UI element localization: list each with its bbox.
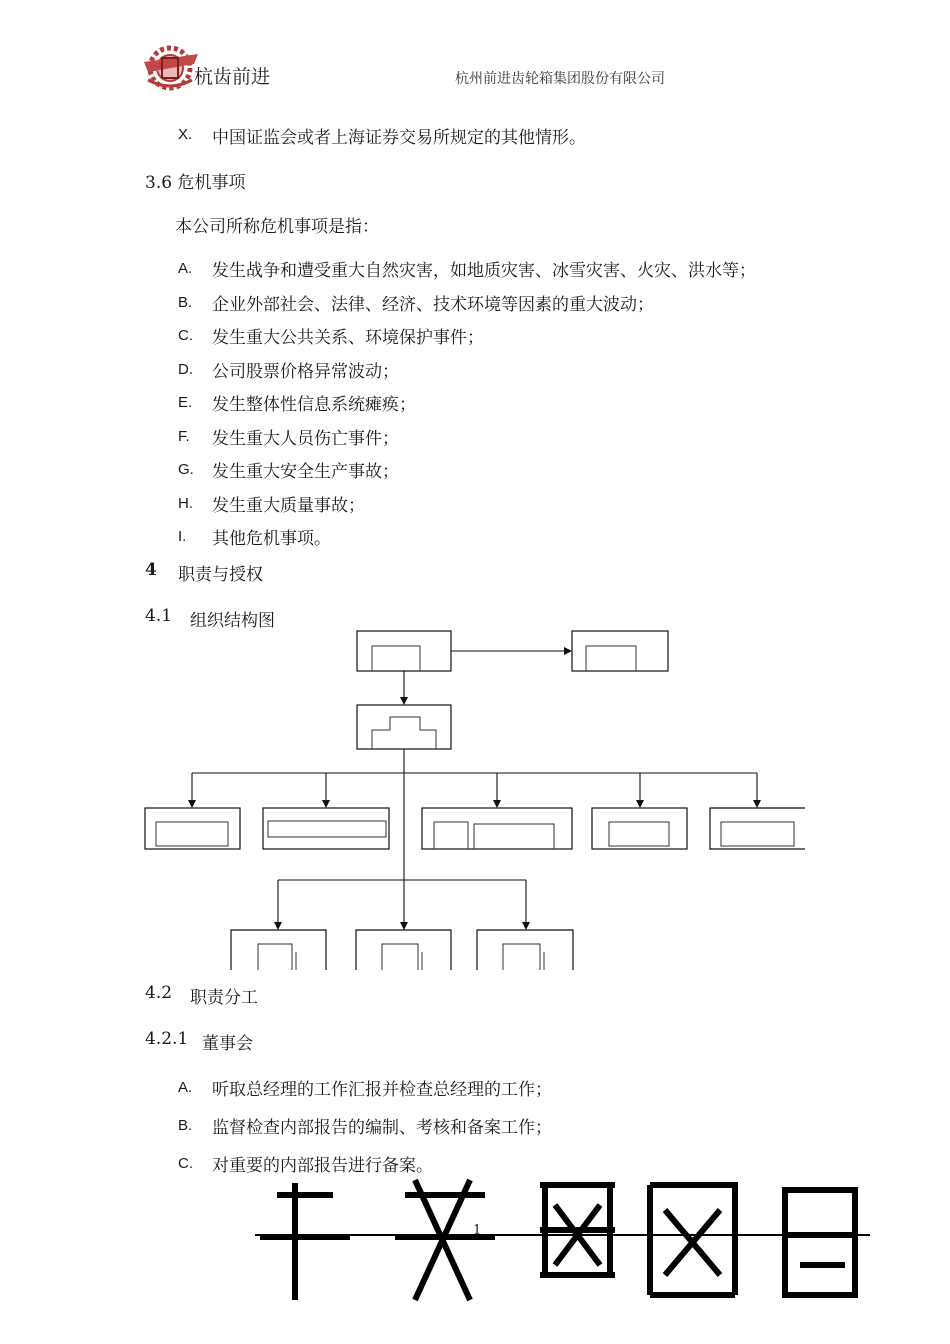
section-heading-4-1: 组织结构图 [190,611,275,631]
section-number: 4.2 [145,983,173,1003]
arrow-head [400,922,408,930]
list-item-text: 其他危机事项。 [212,529,331,549]
list-marker: D. [178,361,193,378]
list-marker: A. [178,1079,193,1096]
list-item-text: 监督检查内部报告的编制、考核和备案工作； [212,1118,552,1138]
org-box-board [357,705,451,749]
arrow-head [522,922,530,930]
list-marker: X. [178,126,193,143]
list-item-text: 发生整体性信息系统瘫痪； [212,395,416,415]
org-box-dept-1 [231,930,326,970]
org-box-shareholders [357,631,451,671]
brand-name: 杭齿前进 [194,66,271,88]
overlay-artifact [255,1175,875,1305]
company-name: 杭州前进齿轮箱集团股份有限公司 [455,71,665,87]
list-item-text: 公司股票价格异常波动； [212,362,399,382]
arrow-head [564,647,572,655]
list-marker: B. [178,1117,193,1134]
list-marker: C. [178,327,193,344]
arrow-head [400,697,408,705]
page-number: 1 [473,1223,482,1238]
org-box-committee-5 [710,808,805,849]
list-item-text: 企业外部社会、法律、经济、技术环境等因素的重大波动； [212,295,654,315]
list-item-text: 听取总经理的工作汇报并检查总经理的工作； [212,1080,552,1100]
section-heading-3-6: 3.6 危机事项 [145,173,246,193]
section-heading-4-2-1: 董事会 [202,1034,253,1054]
list-marker: C. [178,1155,193,1172]
section-number: 4.2.1 [145,1029,189,1049]
org-box-committee-3 [422,808,572,849]
overlay-glyph-strokes [255,1175,875,1305]
arrow-head [753,800,761,808]
section-heading-4-2: 职责分工 [190,988,258,1008]
org-box-dept-2 [356,930,451,970]
section-heading-4: 职责与授权 [178,565,263,585]
section-number: 4.1 [145,606,173,626]
list-marker: G. [178,461,194,478]
list-marker: B. [178,294,193,311]
org-box-committee-1 [145,808,240,849]
arrow-head [188,800,196,808]
arrow-head [493,800,501,808]
arrow-head [274,922,282,930]
list-item-text: 对重要的内部报告进行备案。 [212,1156,433,1176]
section-number: 4 [145,560,157,580]
list-item-text: 发生重大人员伤亡事件； [212,429,399,449]
org-box-committee-4 [592,808,687,849]
list-item-text: 发生重大安全生产事故； [212,462,399,482]
list-item-text: 中国证监会或者上海证券交易所规定的其他情形。 [212,128,586,148]
org-box-dept-3 [477,930,573,970]
list-marker: I. [178,528,187,545]
list-marker: E. [178,394,193,411]
arrow-head [322,800,330,808]
list-marker: A. [178,260,193,277]
list-item-text: 发生重大质量事故； [212,496,365,516]
list-item-text: 发生战争和遭受重大自然灾害，如地质灾害、冰雪灾害、火灾、洪水等； [212,261,756,281]
list-marker: H. [178,495,193,512]
list-marker: F. [178,428,190,445]
list-item-text: 发生重大公共关系、环境保护事件； [212,328,484,348]
org-box-committee-2 [263,808,389,849]
section-intro: 本公司所称危机事项是指： [175,217,379,237]
arrow-head [636,800,644,808]
